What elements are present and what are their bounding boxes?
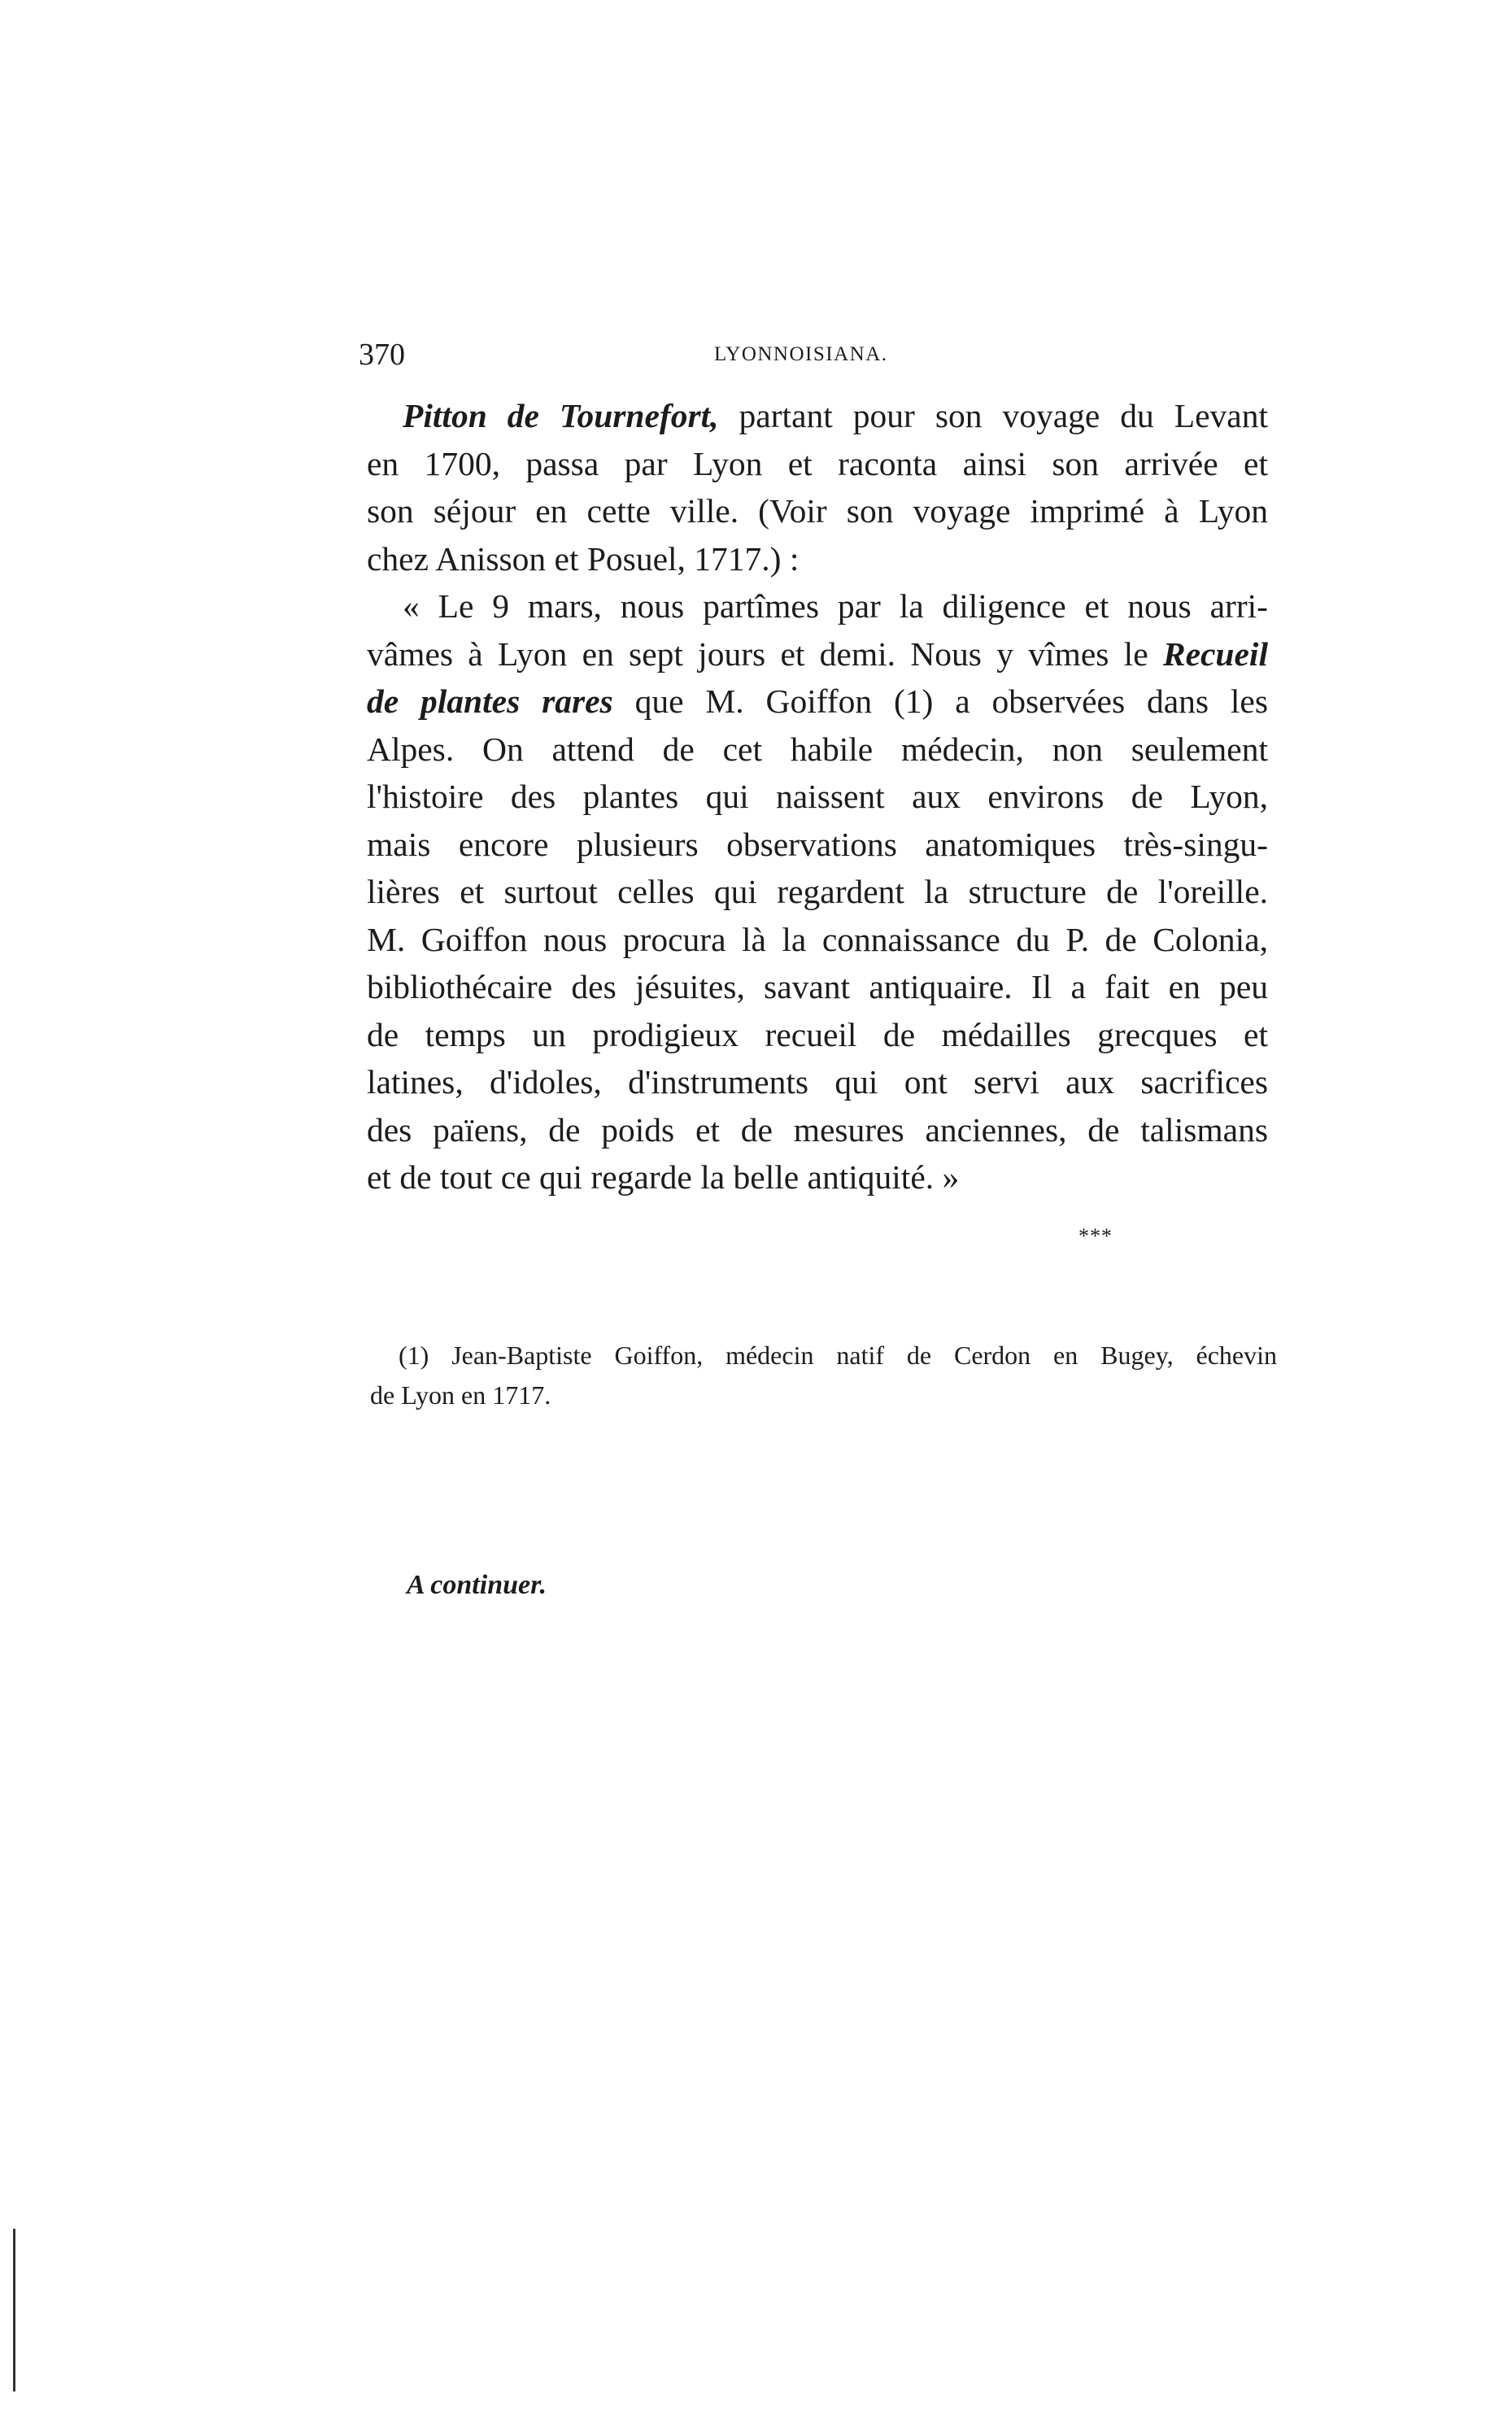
text-line: lières et surtout celles qui regardent la structure de l'oreille. (367, 873, 1268, 910)
text-line: chez Anisson et Posuel, 1717.) : (367, 539, 800, 578)
page-number: 370 (359, 338, 405, 372)
text-line: en 1700, passa par Lyon et raconta ainsi son arrivée et (367, 444, 1268, 482)
text-segment: partant pour son voyage du Levant (718, 397, 1268, 434)
footnote (370, 1336, 1277, 1415)
asterism-separator: *** (1078, 1224, 1113, 1248)
running-head: LYONNOISIANA. (714, 343, 888, 365)
text-line: de temps un prodigieux recueil de médailles grecques et (367, 1015, 1268, 1053)
text-line: mais encore plusieurs observations anatomiques très-singu- (367, 825, 1268, 863)
text-line: et de tout ce qui regarde la belle antiquité. » (367, 1158, 960, 1196)
footnote-line: (1) Jean-Baptiste Goiffon, médecin natif de Cerdon en Bugey, échevin (399, 1341, 1277, 1370)
text-line: l'histoire des plantes qui naissent aux environs de Lyon, (367, 778, 1268, 815)
text-line (367, 630, 1268, 678)
text-line: des païens, de poids et de mesures anciennes, de talismans (367, 1110, 1268, 1149)
book-title: Recueil (1162, 634, 1268, 673)
footnote-line: de Lyon en 1717. (370, 1380, 551, 1410)
text-line (367, 392, 1268, 440)
text-segment: vâmes à Lyon en sept jours et demi. Nous y vîmes le (367, 634, 1163, 673)
text-line: latines, d'idoles, d'instruments qui ont servi aux sacrifices (367, 1063, 1268, 1101)
continuation-note: A continuer. (407, 1570, 547, 1600)
text-line: bibliothécaire des jésuites, savant antiquaire. Il a fait en peu (367, 968, 1268, 1005)
book-title-cont: de plantes rares (367, 682, 613, 720)
text-segment: que M. Goiffon (1) a observées dans les (612, 682, 1268, 720)
author-name: Pitton de Tournefort, (403, 397, 719, 434)
text-line (367, 678, 1268, 726)
page-header (359, 337, 1278, 386)
text-line: « Le 9 mars, nous partîmes par la diligence et nous arri- (403, 587, 1268, 625)
text-line: Alpes. On attend de cet habile médecin, non seulement (367, 730, 1268, 768)
body-text (367, 392, 1268, 1201)
text-line: son séjour en cette ville. (Voir son voyage imprimé à Lyon (367, 492, 1268, 530)
text-line: M. Goiffon nous procura là la connaissance du P. de Colonia, (367, 920, 1268, 958)
scan-margin-line (13, 2229, 15, 2391)
